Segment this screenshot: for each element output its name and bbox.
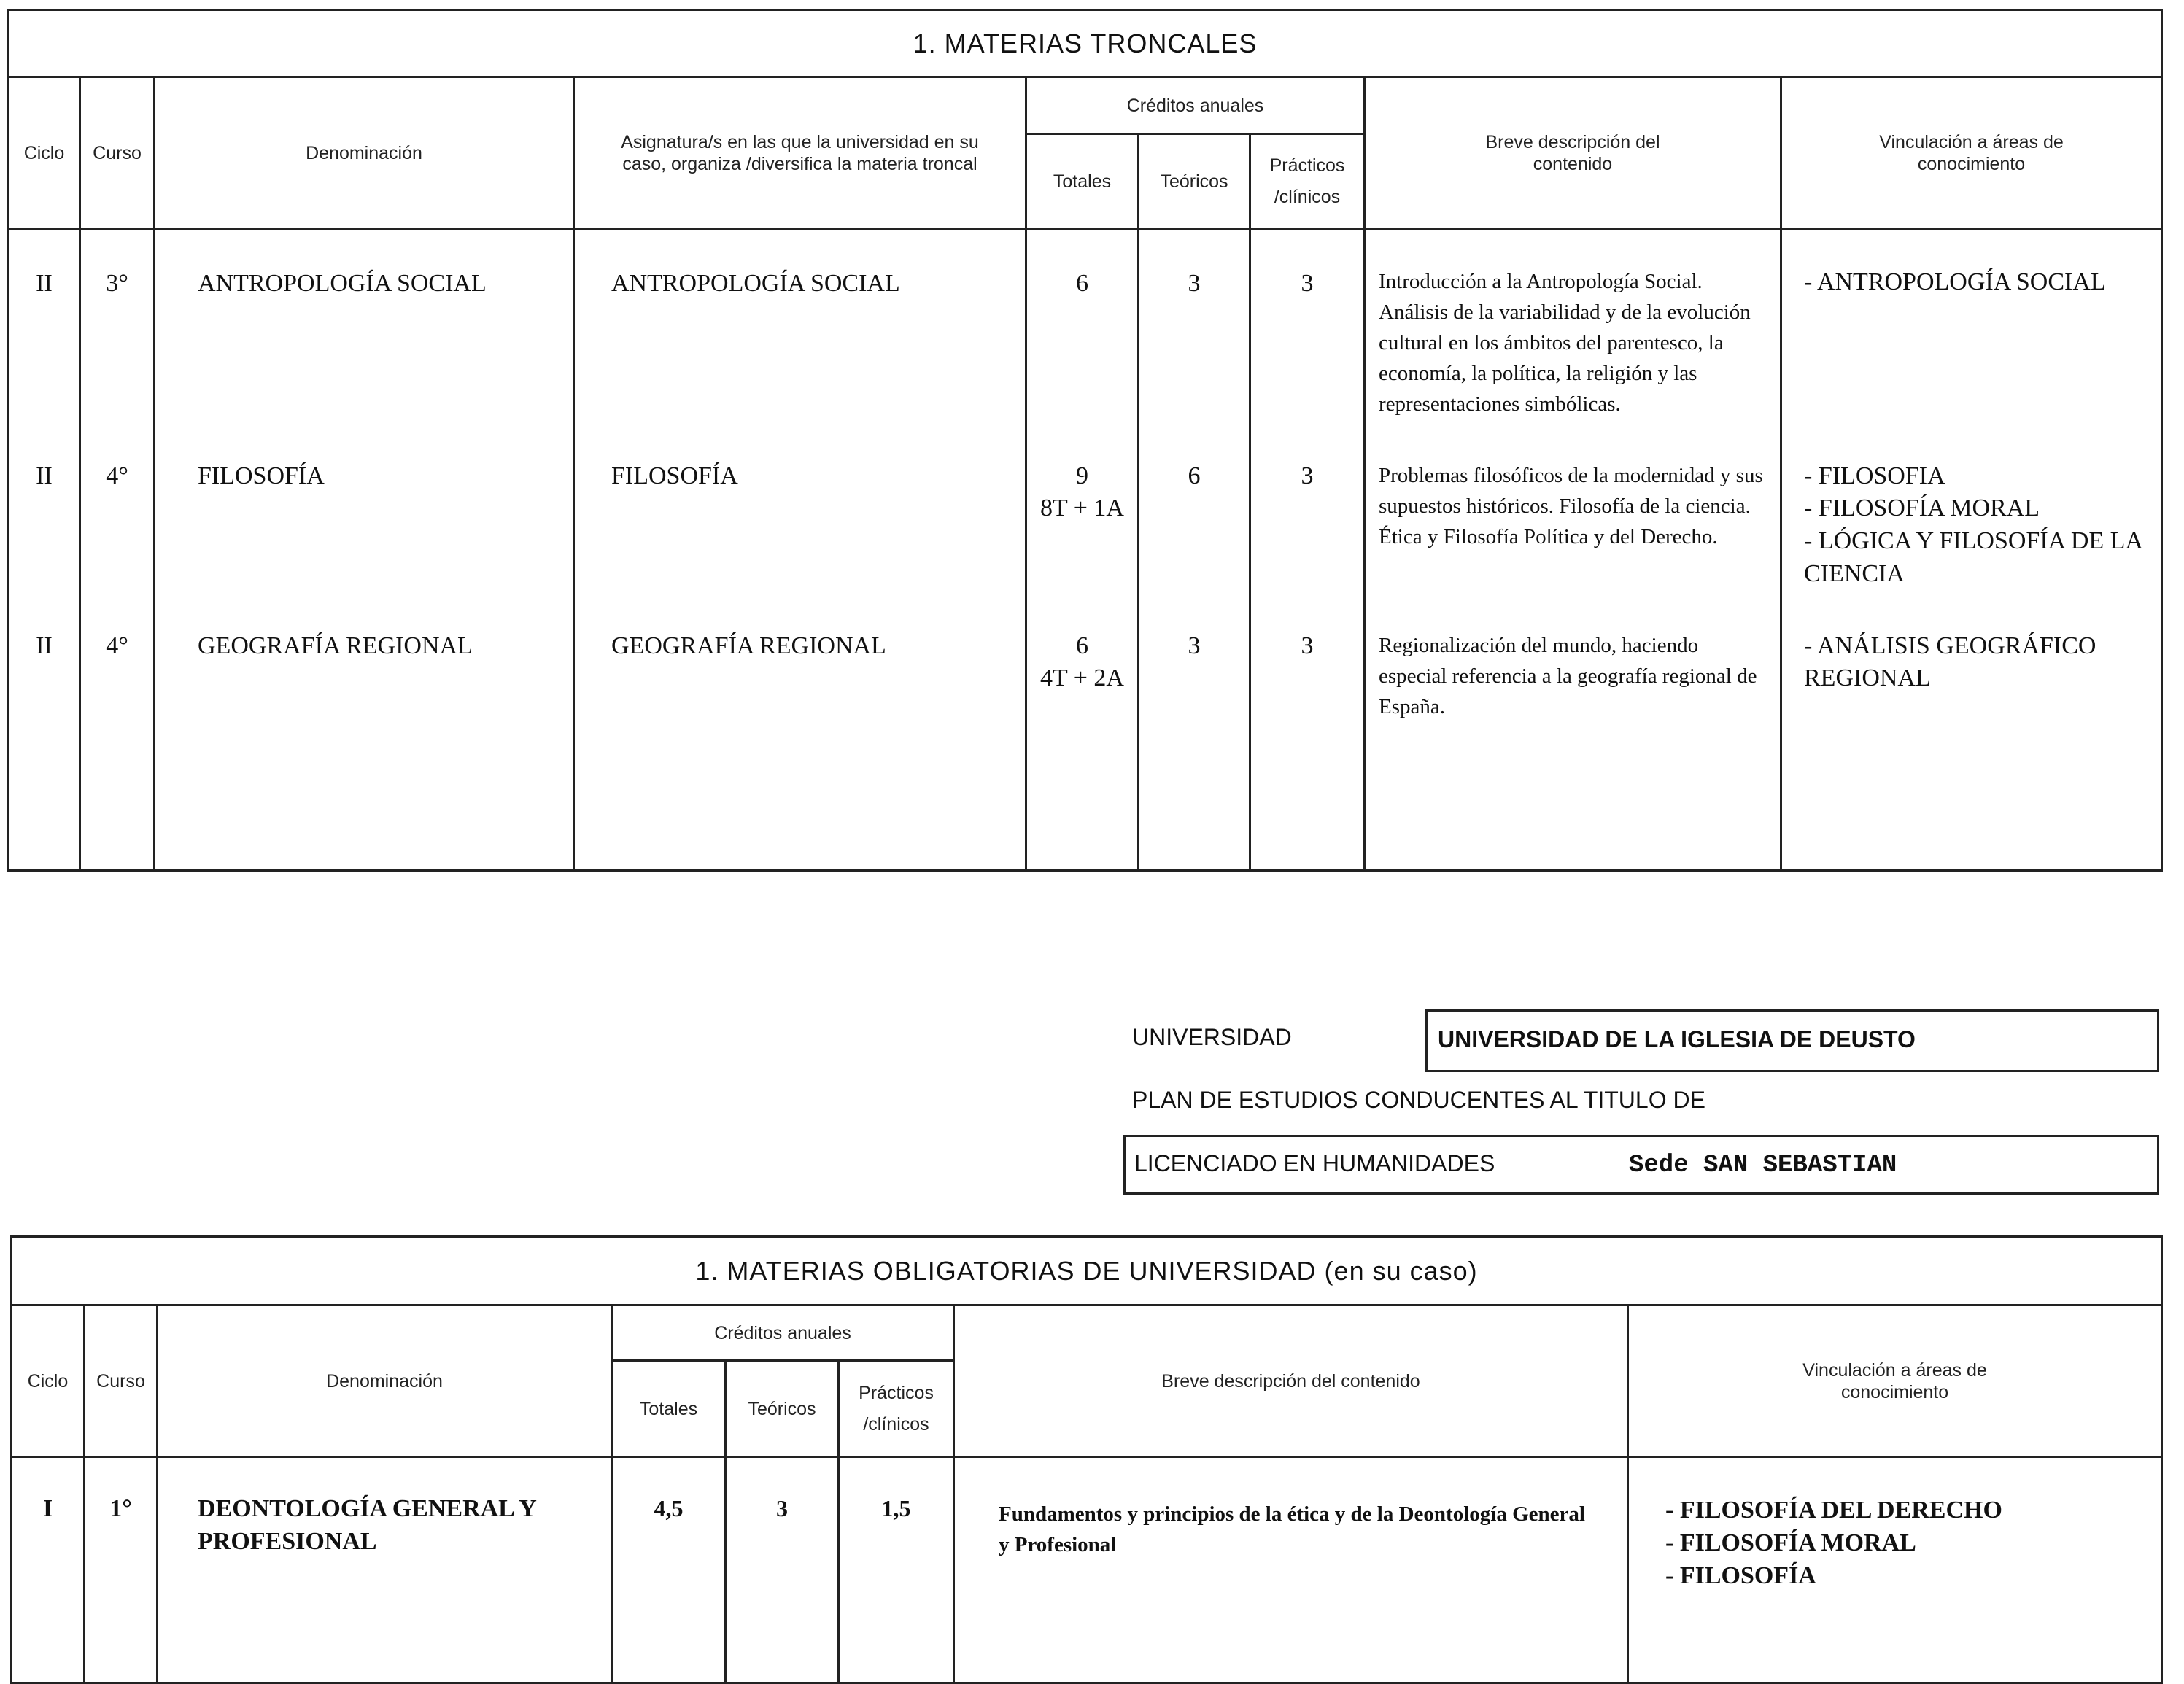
table-row — [12, 1457, 2162, 1683]
troncales-title: 1. MATERIAS TRONCALES — [9, 10, 2162, 77]
cell-totales — [1026, 453, 1139, 623]
table-row — [9, 453, 2162, 623]
cell-teoricos: 3 — [1139, 229, 1250, 453]
header-asignatura: Asignatura/s en las que la universidad en su caso, organiza /diversifica la materia troncal — [574, 77, 1026, 229]
cell-descripcion: Regionalización del mundo, haciendo especial referencia a la geografía regional de España. — [1365, 623, 1781, 871]
cell-vinculacion — [1628, 1457, 2162, 1683]
cell-asignatura: FILOSOFÍA — [574, 453, 1026, 623]
vinculacion-item: - ANÁLISIS GEOGRÁFICO REGIONAL — [1804, 632, 2096, 692]
plan-label: PLAN DE ESTUDIOS CONDUCENTES AL TITULO DE — [1132, 1087, 1705, 1113]
universidad-value: UNIVERSIDAD DE LA IGLESIA DE DEUSTO — [1438, 1026, 1916, 1052]
table-row — [9, 229, 2162, 453]
vinculacion-item: - ANTROPOLOGÍA SOCIAL — [1804, 268, 2106, 295]
cell-practicos: 3 — [1250, 229, 1365, 453]
cell-practicos: 3 — [1250, 623, 1365, 871]
header-vinculacion: Vinculación a áreas de conocimiento — [1628, 1305, 2162, 1457]
header-vinculacion: Vinculación a áreas de conocimiento — [1781, 77, 2162, 229]
titulo-value: LICENCIADO EN HUMANIDADES — [1134, 1150, 1495, 1176]
cell-teoricos: 3 — [1139, 623, 1250, 871]
cell-ciclo: II — [9, 229, 80, 453]
totales-value: 6 — [1076, 632, 1088, 659]
header-totales: Totales — [612, 1361, 726, 1457]
vinculacion-item: - FILOSOFÍA — [1665, 1561, 1816, 1589]
troncales-table — [7, 9, 2163, 872]
vinculacion-item: - FILOSOFÍA MORAL — [1665, 1529, 1916, 1556]
totales-value: 6 — [1076, 270, 1088, 297]
vinculacion-item: - FILOSOFIA — [1804, 462, 1945, 489]
cell-denominacion: DEONTOLOGÍA GENERAL Y PROFESIONAL — [158, 1457, 612, 1683]
header-creditos: Créditos anuales — [612, 1305, 954, 1361]
cell-vinculacion — [1781, 453, 2162, 623]
universidad-label: UNIVERSIDAD — [1132, 1024, 1292, 1050]
header-practicos: Prácticos /clínicos — [1250, 134, 1365, 229]
header-denominacion: Denominación — [155, 77, 574, 229]
cell-denominacion: GEOGRAFÍA REGIONAL — [155, 623, 574, 871]
cell-denominacion: FILOSOFÍA — [155, 453, 574, 623]
header-descripcion: Breve descripción del contenido — [1365, 77, 1781, 229]
cell-totales — [1026, 623, 1139, 871]
cell-vinculacion — [1781, 623, 2162, 871]
cell-curso: 4° — [80, 453, 155, 623]
sede-value: Sede SAN SEBASTIAN — [1629, 1152, 1897, 1179]
cell-asignatura: ANTROPOLOGÍA SOCIAL — [574, 229, 1026, 453]
header-curso: Curso — [85, 1305, 158, 1457]
header-totales: Totales — [1026, 134, 1139, 229]
cell-practicos: 1,5 — [839, 1457, 954, 1683]
cell-denominacion: ANTROPOLOGÍA SOCIAL — [155, 229, 574, 453]
cell-curso: 1° — [85, 1457, 158, 1683]
header-ciclo: Ciclo — [9, 77, 80, 229]
header-practicos: Prácticos /clínicos — [839, 1361, 954, 1457]
obligatorias-table — [10, 1235, 2163, 1684]
table-row — [9, 623, 2162, 871]
cell-curso: 4° — [80, 623, 155, 871]
totales-value: 9 — [1076, 462, 1088, 489]
header-denominacion: Denominación — [158, 1305, 612, 1457]
cell-teoricos: 3 — [726, 1457, 839, 1683]
vinculacion-item: - LÓGICA Y FILOSOFÍA DE LA CIENCIA — [1804, 527, 2142, 588]
header-curso: Curso — [80, 77, 155, 229]
cell-descripcion: Problemas filosóficos de la modernidad y sus supuestos históricos. Filosofía de la ciencia. Ética y Filosofía Política y del Derecho. — [1365, 453, 1781, 623]
titulo-box — [1123, 1135, 2159, 1195]
header-creditos: Créditos anuales — [1026, 77, 1365, 134]
header-descripcion: Breve descripción del contenido — [954, 1305, 1628, 1457]
universidad-box — [1425, 1009, 2159, 1072]
header-teoricos: Teóricos — [1139, 134, 1250, 229]
obligatorias-title: 1. MATERIAS OBLIGATORIAS DE UNIVERSIDAD (en su caso) — [12, 1237, 2162, 1305]
cell-ciclo: I — [12, 1457, 85, 1683]
vinculacion-item: - FILOSOFÍA DEL DERECHO — [1665, 1497, 2002, 1524]
cell-ciclo: II — [9, 453, 80, 623]
cell-asignatura: GEOGRAFÍA REGIONAL — [574, 623, 1026, 871]
vinculacion-item: - FILOSOFÍA MORAL — [1804, 494, 2040, 522]
cell-vinculacion — [1781, 229, 2162, 453]
cell-curso: 3° — [80, 229, 155, 453]
totales-detail: 4T + 2A — [1040, 664, 1124, 692]
cell-descripcion: Fundamentos y principios de la ética y de la Deontología General y Profesional — [954, 1457, 1628, 1683]
cell-teoricos: 6 — [1139, 453, 1250, 623]
cell-practicos: 3 — [1250, 453, 1365, 623]
header-teoricos: Teóricos — [726, 1361, 839, 1457]
cell-ciclo: II — [9, 623, 80, 871]
header-ciclo: Ciclo — [12, 1305, 85, 1457]
cell-descripcion: Introducción a la Antropología Social. Análisis de la variabilidad y de la evolución cultural en los ámbitos del parentesco, la economía, la política, la religión y las representaciones simbólicas. — [1365, 229, 1781, 453]
cell-totales: 4,5 — [612, 1457, 726, 1683]
totales-detail: 8T + 1A — [1040, 494, 1124, 522]
cell-totales — [1026, 229, 1139, 453]
